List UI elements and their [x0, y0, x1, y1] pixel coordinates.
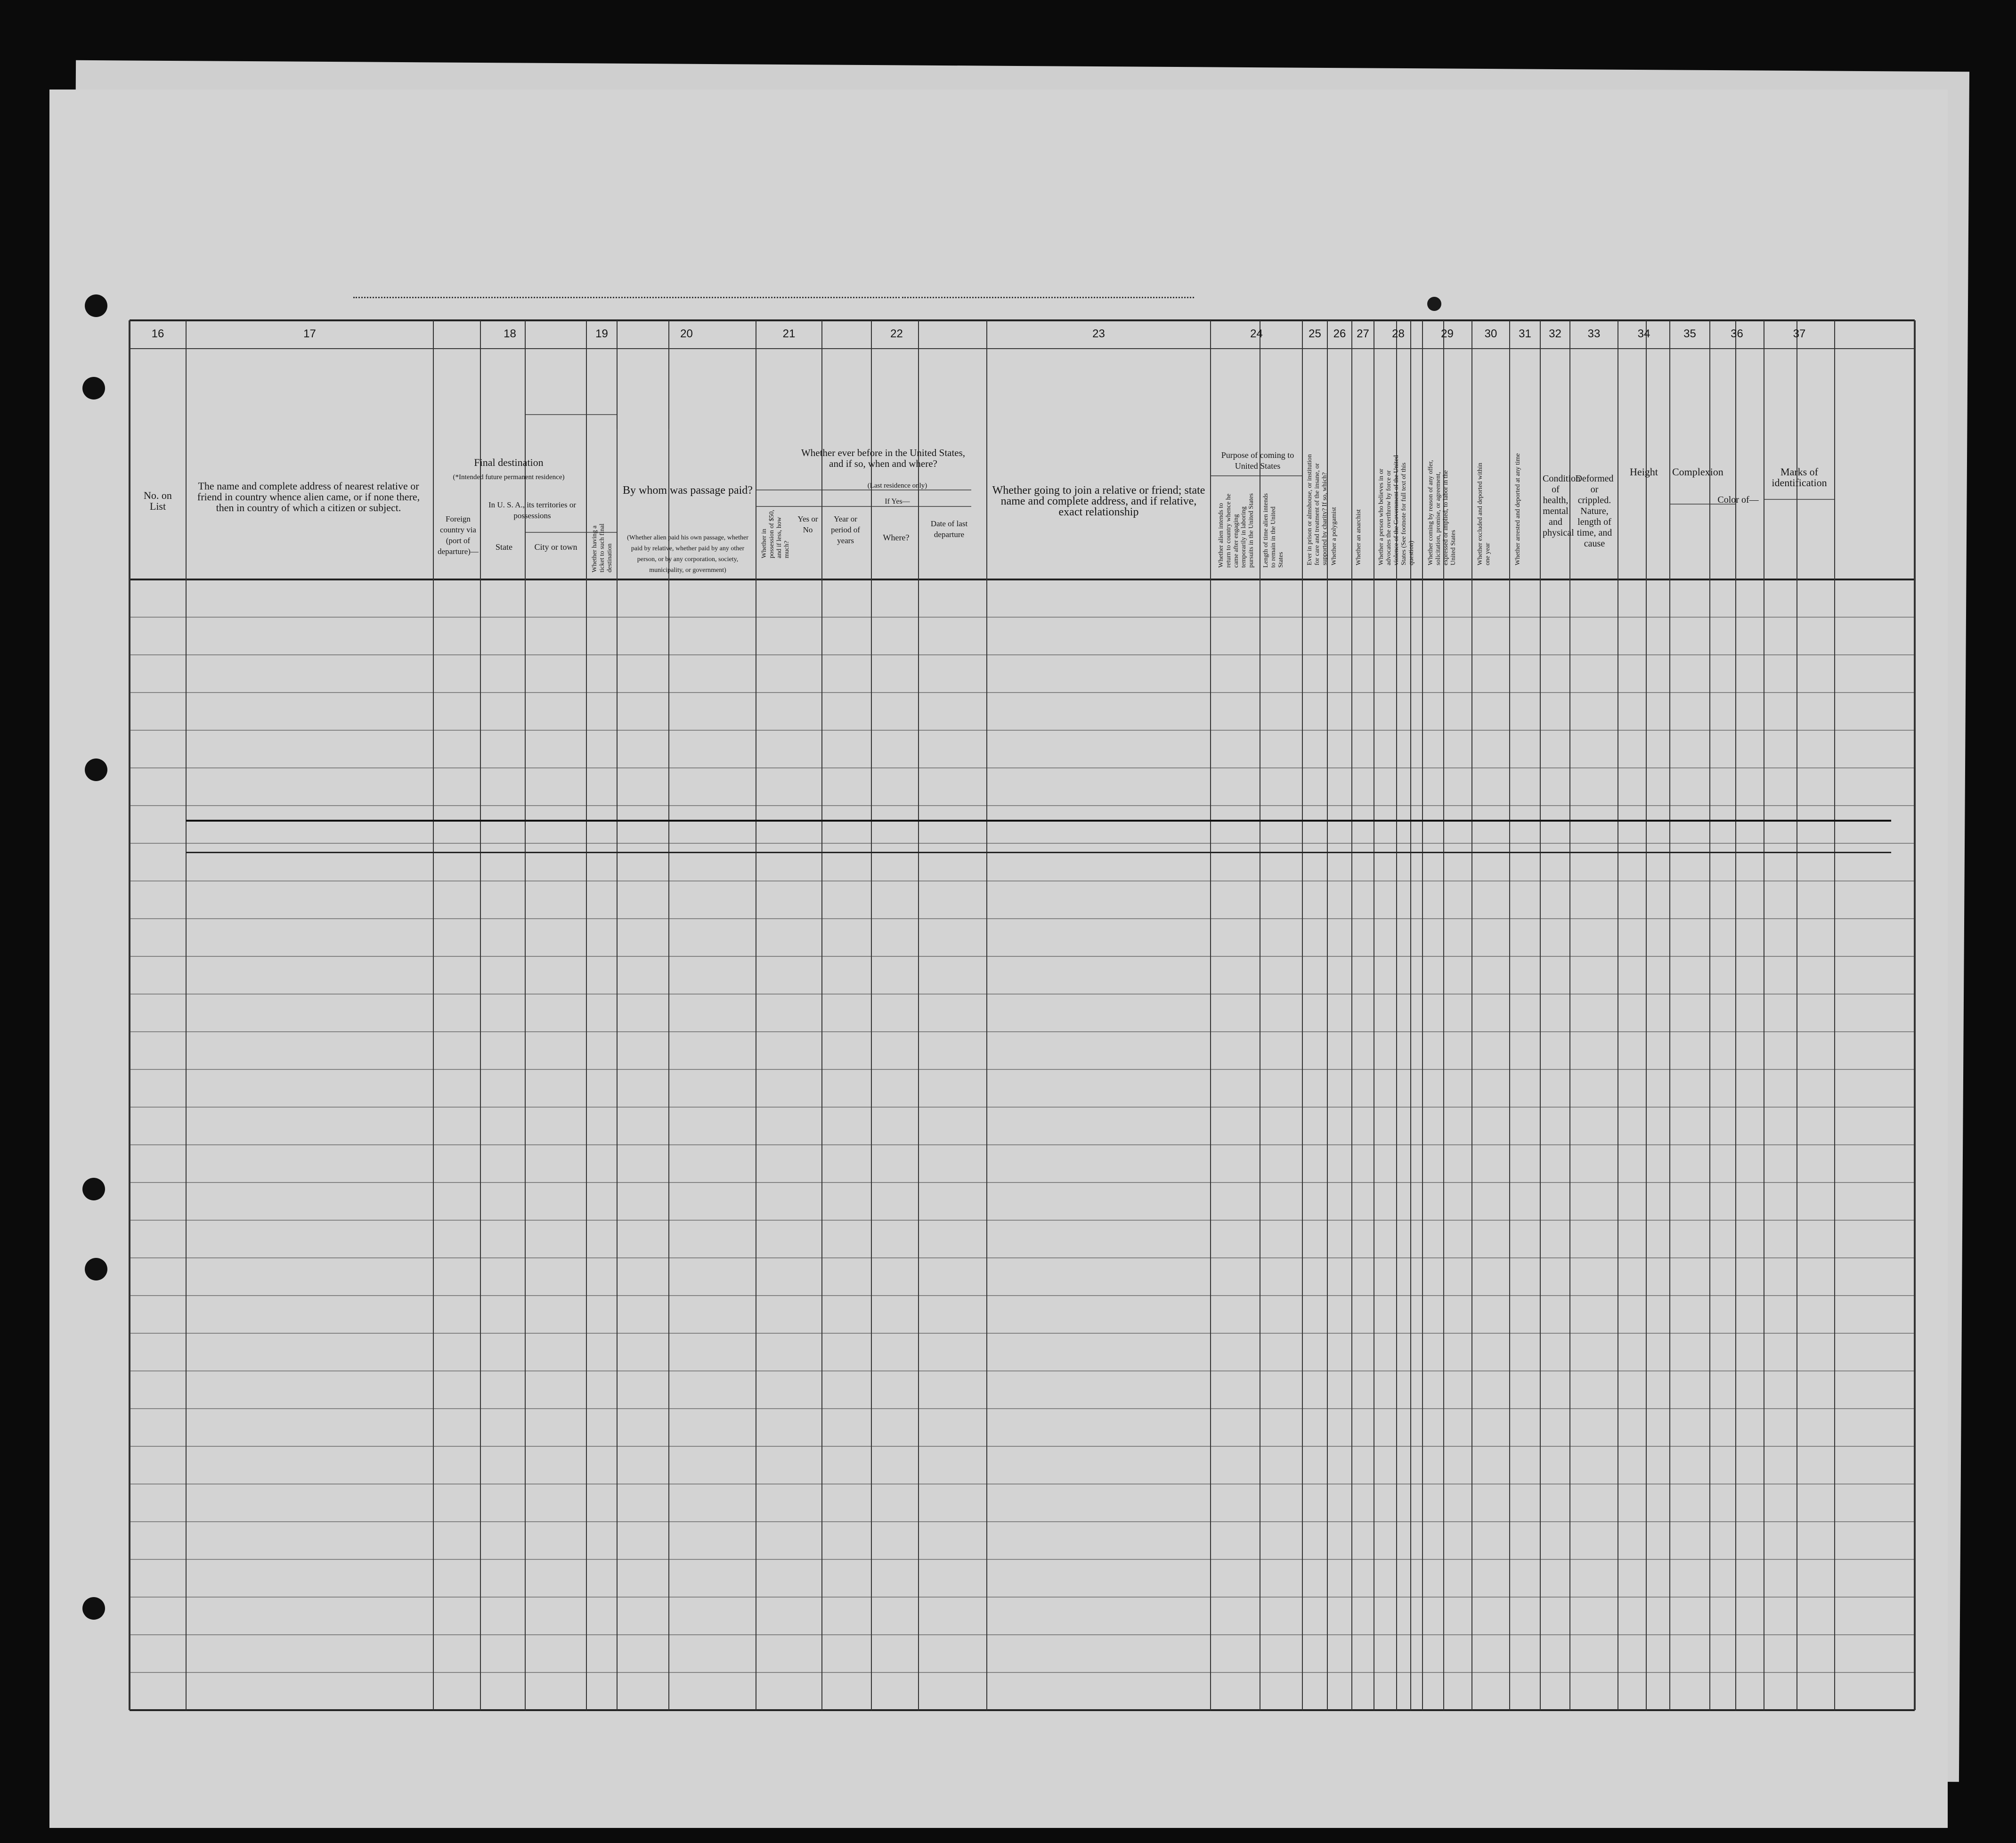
column-header: Height — [1630, 466, 1658, 478]
column-header: Deformed or crippled. Nature, length of time, and cause — [1575, 473, 1614, 549]
column-number: 28 — [1392, 327, 1405, 340]
column-number: 33 — [1587, 327, 1601, 340]
column-number: 35 — [1683, 327, 1696, 340]
column-number: 16 — [151, 327, 164, 340]
column-header: Whether an anarchist — [1355, 509, 1362, 565]
column-number: 19 — [595, 327, 608, 340]
column-header: Whether arrested and deported at any time — [1514, 453, 1521, 565]
column-number: 32 — [1549, 327, 1561, 340]
column-header: State — [496, 542, 512, 552]
column-number: 25 — [1309, 327, 1321, 340]
punch-hole — [85, 294, 107, 317]
column-header: The name and complete address of nearest relative or friend in country whence alien came, or if none there, then in country of which a citizen or subject. — [197, 480, 420, 514]
strikethrough-row-7 — [186, 852, 1891, 853]
column-header: Whether in possession of $50, and if less, how much? — [761, 509, 790, 558]
column-number: 20 — [680, 327, 693, 340]
column-number: 18 — [504, 327, 516, 340]
column-header: Foreign country via (port of departure)— — [438, 514, 479, 556]
ink-blot — [1427, 297, 1441, 311]
table-grid — [49, 90, 1948, 1828]
column-header: Ever in prison or almshouse, or institution for care and treatment of the insane, or supported by charity? If so, which? — [1306, 454, 1328, 565]
column-number: 29 — [1441, 327, 1454, 340]
column-header: Date of last departure — [930, 519, 968, 539]
column-number: 27 — [1357, 327, 1369, 340]
column-header: Condition of health, mental and physical — [1543, 473, 1581, 538]
column-header: Whether excluded and deported within one year — [1477, 463, 1491, 565]
punch-hole — [85, 1258, 107, 1280]
punch-hole — [82, 377, 105, 400]
column-header: Color of— — [1717, 495, 1759, 505]
column-number: 22 — [890, 327, 903, 340]
column-number: 30 — [1484, 327, 1497, 340]
column-header: Length of time alien intends to remain in the United States — [1262, 493, 1284, 568]
column-header: Whether a polygamist — [1331, 507, 1338, 565]
date-dotline — [902, 297, 1194, 298]
column-number: 21 — [782, 327, 796, 340]
column-header: Whether coming by reason of any offer, solicitation, promise, or agreement, expressed or implied, to labor in the United States — [1427, 460, 1457, 565]
column-header: City or town — [534, 542, 577, 552]
column-number: 24 — [1250, 327, 1263, 340]
column-header: Where? — [883, 533, 910, 542]
column-header: Whether a person who believes in or advocates the overthrow by force or violence of the Government of the United States (See footnote for full text of this question) — [1378, 455, 1415, 565]
column-header: If Yes— — [885, 497, 910, 506]
column-header: No. on List — [144, 489, 172, 512]
column-header: Yes or No — [797, 514, 818, 534]
column-header: (Whether alien paid his own passage, whether paid by relative, whether paid by any other person, or by any corporation, society, municipality, or government) — [627, 534, 748, 574]
column-number: 23 — [1092, 327, 1105, 340]
column-number: 17 — [303, 327, 316, 340]
column-header: Whether ever before in the United States, and if so, when and where? — [801, 447, 966, 469]
manifest-sheet — [49, 90, 1948, 1828]
column-header: Complexion — [1672, 466, 1723, 478]
punch-hole — [82, 1597, 105, 1620]
column-header: (*Intended future permanent residence) — [453, 473, 565, 481]
punch-hole — [82, 1178, 105, 1200]
column-header: Whether going to join a relative or friend; state name and complete address, and if relative, exact relationship — [992, 484, 1205, 518]
column-header: Year or period of years — [831, 514, 860, 545]
column-number: 34 — [1637, 327, 1650, 340]
port-dotline — [353, 297, 900, 298]
punch-hole — [85, 758, 107, 781]
column-header: Marks of identification — [1772, 466, 1827, 489]
column-header: (Last residence only) — [867, 482, 927, 489]
column-number: 36 — [1731, 327, 1743, 340]
column-header: Whether alien intends to return to country whence he came after engaging temporarily in laboring pursuits in the United States — [1218, 493, 1255, 568]
column-header: In U. S. A., its territories or possessions — [488, 500, 577, 520]
column-number: 31 — [1519, 327, 1531, 340]
column-header: Purpose of coming to United States — [1221, 450, 1294, 471]
column-number: 26 — [1333, 327, 1346, 340]
column-header: By whom was passage paid? — [623, 484, 753, 497]
strikethrough-row-6 — [186, 820, 1891, 822]
column-header: Whether having a ticket to such final destination — [591, 523, 613, 572]
column-header: Final destination — [474, 457, 544, 468]
column-number: 37 — [1793, 327, 1806, 340]
